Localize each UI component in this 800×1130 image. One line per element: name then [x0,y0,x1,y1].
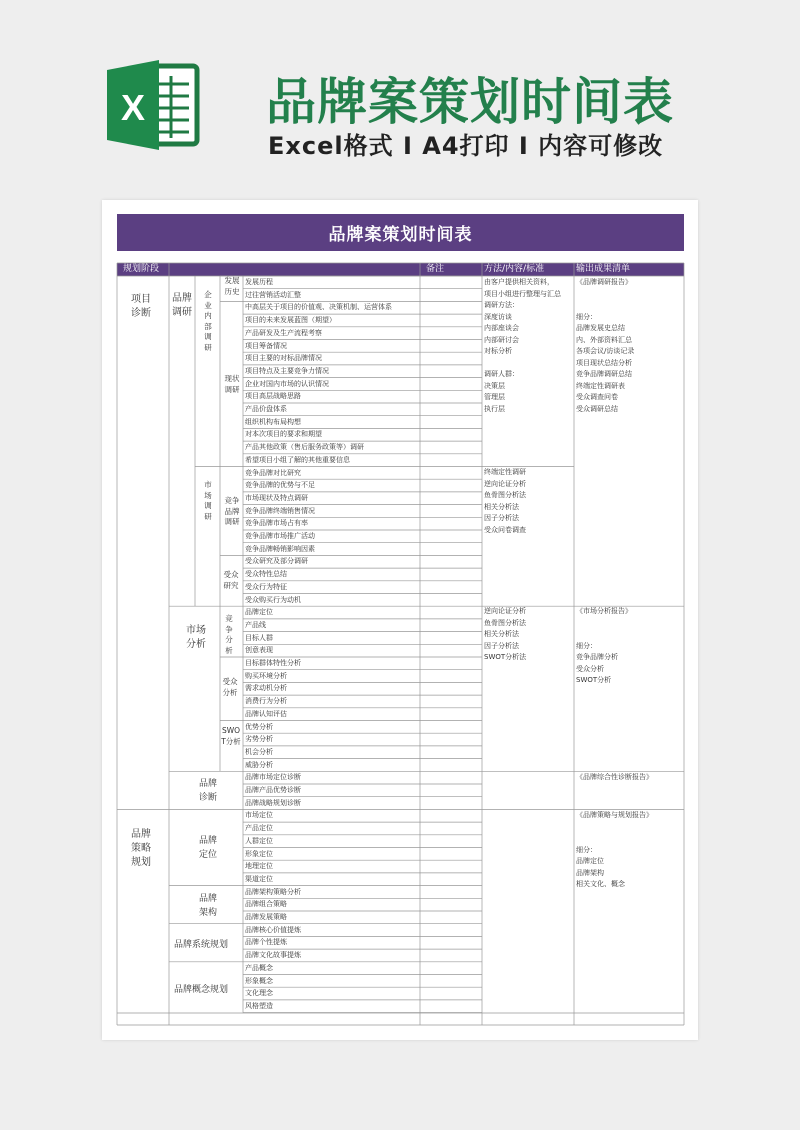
item-row: 竞争品牌的优势与不足 [245,481,315,490]
l4-dev-history: 发展历史 [224,276,240,296]
text-line: 内部座谈会 [484,324,519,332]
text-line: 项目小组进行整理与汇总 [484,289,561,298]
header-stage: 规划阶段 [117,263,420,276]
text-line: 决策层 [484,381,505,390]
text-line [576,289,634,301]
group-brand-system: 品牌系统规划 [174,940,229,950]
item-row: 机会分析 [245,747,273,756]
group-brand-research: 品牌调研 [172,293,192,318]
item-row: 竞争品牌市场推广活动 [245,532,315,540]
output-block-1 [576,277,634,415]
item-row: 受众行为特征 [245,582,287,591]
text-line: 《市场分析报告》 [576,607,632,615]
group-brand-diagnosis: 品牌诊断 [198,779,217,803]
text-line [484,358,561,370]
stage-planning: 品牌策略规划 [131,829,151,868]
item-row: 创意表现 [245,646,273,655]
item-row: 劣势分析 [245,735,273,744]
l3-audience: 受众分析 [222,677,238,697]
text-line: 《品牌综合性诊断报告》 [576,773,653,781]
item-row: 消费行为分析 [245,697,287,706]
item-row: 形象定位 [245,849,273,858]
item-row: 希望项目小组了解的其他重要信息 [245,455,350,464]
item-row: 过往营销活动汇整 [245,290,301,299]
l3-enterprise: 企业内部调研 [204,290,212,352]
text-line: 调研方法： [484,301,519,309]
item-row: 受众特性总结 [245,570,287,579]
text-line: 项目现状总结分析 [576,358,632,367]
group-brand-concept: 品牌概念规划 [174,985,229,995]
text-line: 品牌发展史总结 [576,324,625,332]
item-row: 品牌组合策略 [245,900,287,909]
text-line: 执行层 [484,404,505,413]
text-line: 细分： [576,641,597,650]
item-row: 品牌核心价值提炼 [245,925,301,934]
item-row: 产品定位 [245,824,273,833]
method-block-1 [484,277,561,415]
text-line: 因子分析法 [484,514,519,522]
text-line: 品牌定位 [576,857,604,865]
item-row: 受众研究及部分调研 [245,557,308,566]
output-block-3 [576,772,653,784]
item-row: 组织机构布局构想 [245,417,301,426]
item-row: 产品价盘体系 [245,405,287,413]
text-line: 细分： [576,312,597,321]
text-line: 由客户提供相关资料， [484,278,554,286]
item-row: 品牌发展策略 [245,913,287,921]
text-line: 因子分析法 [484,641,519,650]
item-row: 文化理念 [245,989,273,998]
text-line: SWOT分析 [576,676,612,684]
group-brand-architecture: 品牌架构 [198,894,217,918]
stage-diagnosis: 项目诊断 [131,294,151,319]
text-line: 逆向论证分析 [484,607,526,615]
text-line: 受众分析 [576,664,604,673]
page-subtitle: Excel格式 I A4打印 I 内容可修改 [268,132,664,160]
text-line: 相关文化、概念 [576,880,625,888]
text-line: 竞争品牌调研总结 [576,370,632,378]
text-line: SWOT分析法 [484,653,527,661]
text-line: 管理层 [484,393,505,401]
text-line [576,833,653,845]
item-row: 品牌产品优势诊断 [245,786,301,794]
method-block-2 [484,467,526,536]
item-row: 地理定位 [245,862,273,871]
header-note: 备注 [420,263,482,276]
l4-audience-research: 受众研究 [223,570,239,590]
group-brand-positioning: 品牌定位 [198,836,217,860]
item-row: 中高层关于项目的价值观、决策机制、运营体系 [245,303,392,312]
method-block-3 [484,606,526,664]
item-row: 竞争品牌畅销影响因素 [245,544,315,553]
item-row: 品牌个性提炼 [245,938,287,947]
text-line: 鱼骨图分析法 [484,491,526,499]
text-line: 受众调研总结 [576,404,618,413]
l3-swot: SWOT分析 [221,726,241,746]
item-row: 渠道定位 [245,874,273,883]
text-line: 相关分析法 [484,502,519,511]
item-row: 购买环境分析 [245,671,287,680]
text-line: 《品牌调研报告》 [576,278,632,286]
group-market-analysis: 市场分析 [186,625,206,650]
item-row: 竞争品牌终端销售情况 [245,506,315,515]
text-line: 竞争品牌分析 [576,653,618,661]
item-row: 项目主要的对标品牌情况 [245,354,322,363]
text-line: 品牌架构 [576,868,604,877]
item-row: 品牌文化故事提炼 [245,951,301,960]
text-line: 逆向论证分析 [484,479,526,488]
item-row: 威胁分析 [245,760,273,769]
item-row: 优势分析 [245,722,273,731]
l3-competition: 竞争分析 [225,614,233,655]
svg-text:X: X [120,87,146,128]
l4-competitor-research: 竞争品牌调研 [224,496,240,526]
text-line: 内部研讨会 [484,335,519,344]
l4-status-research: 现状调研 [224,374,240,394]
text-line [576,629,632,641]
header-method: 方法/内容/标准 [482,263,574,276]
item-row: 发展历程 [245,278,273,286]
text-line: 终端定性调研 [484,468,526,476]
text-line: 鱼骨图分析法 [484,618,526,627]
text-line: 受众调查问卷 [576,393,618,401]
page-title: 品牌案策划时间表 [266,73,674,131]
header-output: 输出成果清单 [574,263,684,276]
item-row: 人群定位 [245,836,273,845]
item-row: 产品线 [245,620,266,629]
item-row: 项目特点及主要竞争力情况 [245,366,329,375]
item-row: 受众购买行为动机 [245,595,301,604]
item-row: 目标群体特性分析 [245,659,301,667]
item-row: 需求动机分析 [245,684,287,693]
item-row: 风格塑造 [245,1001,273,1010]
l3-market-research: 市场调研 [204,480,212,521]
text-line: 调研人群： [484,370,519,378]
text-line: 终端定性调研表 [576,381,625,390]
item-row: 产品其他政策（售后服务政策等）调研 [245,443,364,452]
item-row: 项目筹备情况 [245,341,287,350]
text-line: 《品牌策略与规划报告》 [576,811,653,819]
item-row: 品牌定位 [245,608,273,617]
item-row: 品牌认知评估 [245,709,287,718]
text-line: 各项会议/访谈记录 [576,347,635,355]
text-line [576,822,653,834]
output-block-2 [576,606,632,687]
sheet-banner: 品牌案策划时间表 [117,214,684,251]
item-row: 品牌架构策略分析 [245,887,301,896]
item-row: 市场现状及特点调研 [245,493,308,502]
text-line: 对标分析 [484,347,512,355]
item-row: 品牌市场定位诊断 [245,773,301,782]
item-row: 竞争品牌市场占有率 [245,519,308,528]
item-row: 竞争品牌对比研究 [245,468,301,477]
text-line: 受众问卷调查 [484,525,526,534]
item-row: 企业对国内市场的认识情况 [245,379,329,388]
text-line: 内、外部资料汇总 [576,335,632,344]
text-line: 细分： [576,845,597,854]
item-row: 产品研发及生产流程考察 [245,328,322,337]
output-block-4 [576,810,653,891]
text-line [576,618,632,630]
text-line: 相关分析法 [484,630,519,638]
item-row: 产品概念 [245,963,273,972]
item-row: 对本次项目的要求和期望 [245,430,322,439]
item-row: 品牌战略规划诊断 [245,798,301,807]
item-row: 项目高层战略思路 [245,392,301,401]
text-line [576,300,634,312]
item-row: 市场定位 [245,811,273,820]
item-row: 项目的未来发展蓝图（期望） [245,316,336,325]
item-row: 目标人群 [245,633,273,642]
text-line: 深度访谈 [484,312,512,321]
item-row: 形象概念 [245,976,273,985]
